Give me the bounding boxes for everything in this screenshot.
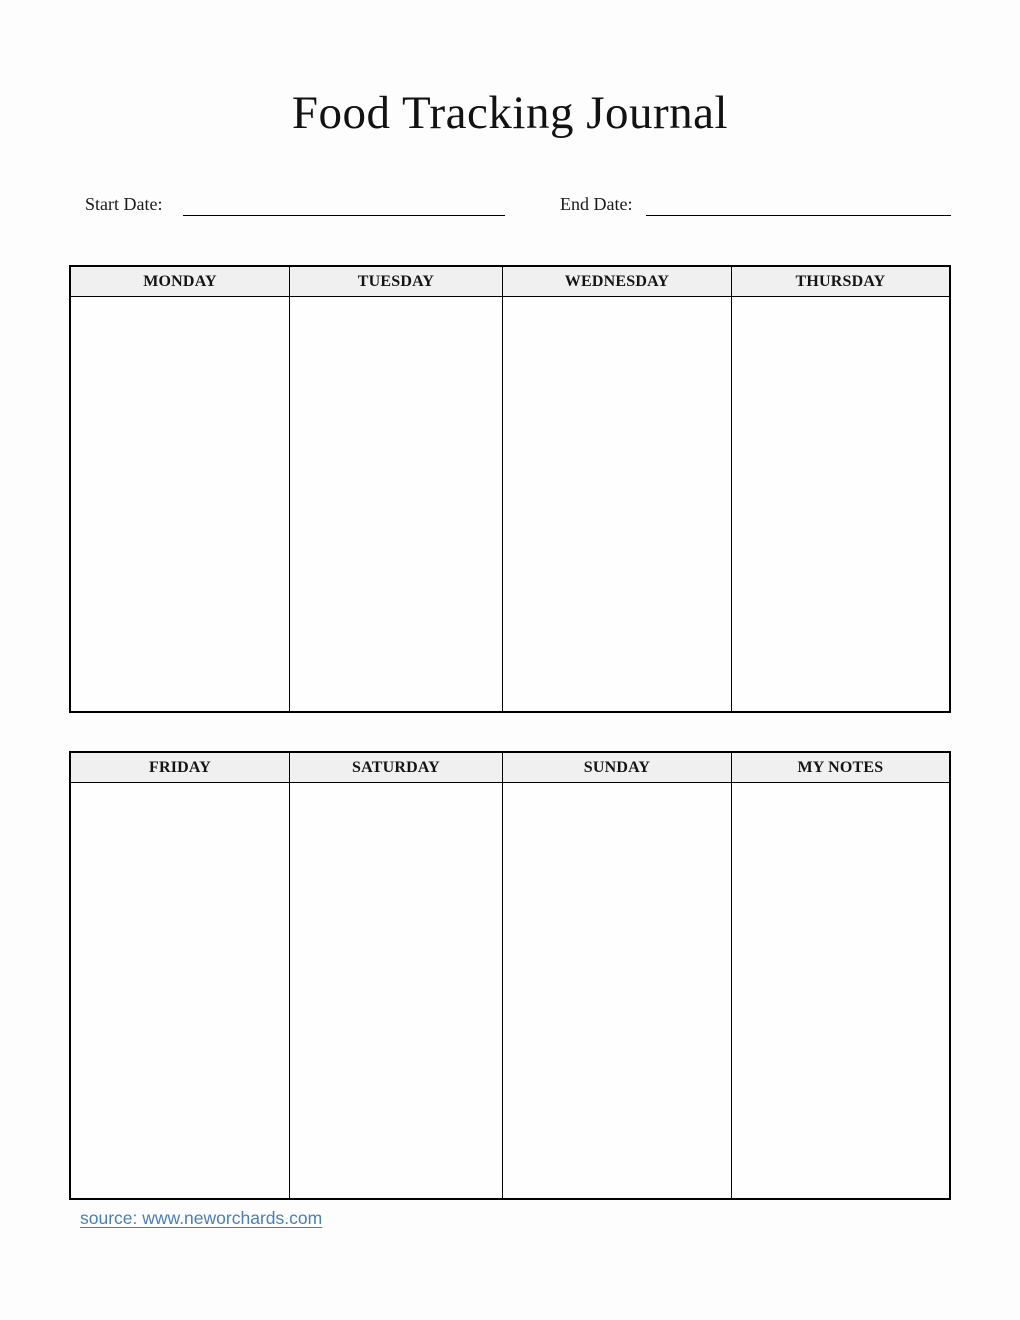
wednesday-entry-cell[interactable] xyxy=(503,297,732,711)
saturday-entry-cell[interactable] xyxy=(290,783,503,1198)
monday-entry-cell[interactable] xyxy=(71,297,290,711)
page-title: Food Tracking Journal xyxy=(291,87,729,139)
date-fields-row xyxy=(0,192,1020,222)
my-notes-entry-cell[interactable] xyxy=(732,783,949,1198)
week-table-1 xyxy=(69,265,951,713)
tuesday-entry-cell[interactable] xyxy=(290,297,503,711)
column-header-wednesday: WEDNESDAY xyxy=(503,267,732,297)
column-header-tuesday: TUESDAY xyxy=(290,267,503,297)
start-date-field[interactable] xyxy=(183,192,505,216)
column-header-monday: MONDAY xyxy=(71,267,290,297)
column-header-thursday: THURSDAY xyxy=(732,267,949,297)
footer xyxy=(80,1208,322,1229)
column-header-my-notes: MY NOTES xyxy=(732,753,949,783)
end-date-field[interactable] xyxy=(646,192,951,216)
column-header-saturday: SATURDAY xyxy=(290,753,503,783)
source-link[interactable]: source: www.neworchards.com xyxy=(80,1208,323,1228)
thursday-entry-cell[interactable] xyxy=(732,297,949,711)
column-header-sunday: SUNDAY xyxy=(503,753,732,783)
friday-entry-cell[interactable] xyxy=(71,783,290,1198)
week-table-2 xyxy=(69,751,951,1200)
sunday-entry-cell[interactable] xyxy=(503,783,732,1198)
start-date-label: Start Date: xyxy=(85,194,163,214)
end-date-label: End Date: xyxy=(560,194,633,214)
column-header-friday: FRIDAY xyxy=(71,753,290,783)
